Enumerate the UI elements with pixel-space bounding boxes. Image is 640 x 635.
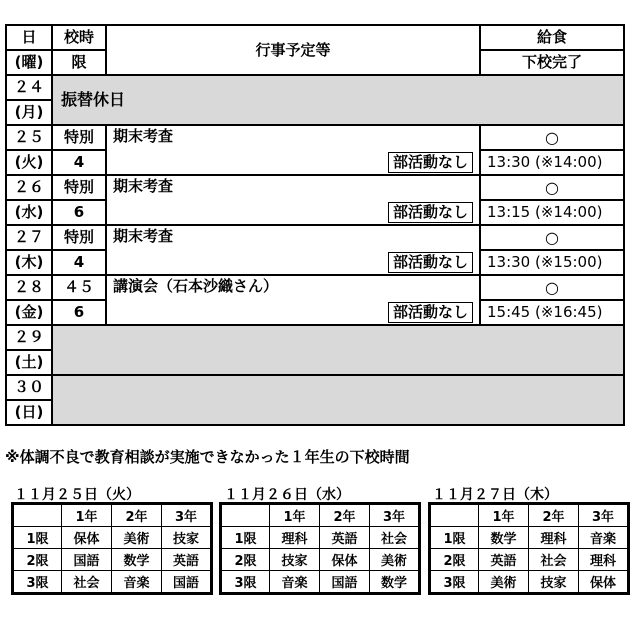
grade-header: 3年	[162, 504, 212, 527]
row-29-top	[6, 325, 624, 350]
timetable-row	[430, 549, 629, 571]
grade-header: 3年	[579, 504, 629, 527]
period-cell: 2限	[13, 549, 62, 571]
row-25-top	[6, 125, 624, 150]
row-30-top	[6, 375, 624, 400]
period-cell: 1限	[221, 527, 270, 549]
periods-count-cell: 4	[52, 150, 106, 175]
subject-cell: 英語	[320, 527, 370, 549]
timetable-header-row	[221, 504, 420, 527]
event-cell	[106, 175, 480, 225]
weekday-cell: (水)	[6, 200, 52, 225]
period-cell: 1限	[13, 527, 62, 549]
periods-count-cell: 6	[52, 300, 106, 325]
date-cell: ２４	[6, 75, 52, 100]
timetable-row	[13, 549, 212, 571]
corner-cell	[430, 504, 479, 527]
header-row-top	[6, 25, 624, 50]
dismissal-cell: 13:30 (※14:00)	[480, 150, 624, 175]
club-badge: 部活動なし	[388, 152, 473, 173]
row-27-top	[6, 225, 624, 250]
subject-cell: 音楽	[270, 571, 320, 594]
subject-cell: 英語	[162, 549, 212, 571]
dismissal-cell: 15:45 (※16:45)	[480, 300, 624, 325]
subject-cell: 保体	[320, 549, 370, 571]
header-dismissal: 下校完了	[480, 50, 624, 75]
event-text: 期末考査	[113, 227, 174, 245]
dismissal-cell: 13:15 (※14:00)	[480, 200, 624, 225]
subject-cell: 技家	[529, 571, 579, 594]
event-cell	[106, 275, 480, 325]
club-badge: 部活動なし	[388, 252, 473, 273]
subject-cell: 社会	[529, 549, 579, 571]
event-text: 期末考査	[113, 127, 174, 145]
subject-cell: 国語	[320, 571, 370, 594]
subject-cell: 技家	[270, 549, 320, 571]
event-text: 講演会（石本沙織さん）	[113, 277, 279, 295]
subject-cell: 美術	[370, 549, 420, 571]
lunch-cell: ○	[480, 225, 624, 250]
subject-cell: 理科	[270, 527, 320, 549]
period-cell: 3限	[13, 571, 62, 594]
timetable-thu	[428, 502, 630, 595]
timetable-row	[221, 549, 420, 571]
subject-cell: 理科	[579, 549, 629, 571]
dismissal-cell: 13:30 (※15:00)	[480, 250, 624, 275]
date-cell: ２８	[6, 275, 52, 300]
periods-type-cell: 特別	[52, 225, 106, 250]
weekday-cell: (金)	[6, 300, 52, 325]
corner-cell	[13, 504, 62, 527]
lunch-cell: ○	[480, 275, 624, 300]
timetable-row	[430, 571, 629, 594]
holiday-cell: 振替休日	[52, 75, 624, 125]
grade-header: 2年	[320, 504, 370, 527]
date-cell: ２７	[6, 225, 52, 250]
event-text: 期末考査	[113, 177, 174, 195]
subject-cell: 英語	[479, 549, 529, 571]
subject-cell: 保体	[62, 527, 112, 549]
subject-cell: 技家	[162, 527, 212, 549]
subject-cell: 数学	[112, 549, 162, 571]
weekday-cell: (土)	[6, 350, 52, 375]
timetable-row	[13, 571, 212, 594]
weekday-cell: (火)	[6, 150, 52, 175]
weekday-cell: (木)	[6, 250, 52, 275]
header-day: 日	[6, 25, 52, 50]
header-weekday: (曜)	[6, 50, 52, 75]
row-24-top	[6, 75, 624, 100]
periods-type-cell: 特別	[52, 125, 106, 150]
periods-count-cell: 4	[52, 250, 106, 275]
date-cell: ２５	[6, 125, 52, 150]
subject-cell: 美術	[112, 527, 162, 549]
period-cell: 1限	[430, 527, 479, 549]
period-cell: 3限	[221, 571, 270, 594]
event-cell	[106, 125, 480, 175]
header-lunch: 給食	[480, 25, 624, 50]
periods-type-cell: ４５	[52, 275, 106, 300]
weekday-cell: (月)	[6, 100, 52, 125]
note-text: ※体調不良で教育相談が実施できなかった１年生の下校時間	[5, 448, 410, 466]
grade-header: 1年	[270, 504, 320, 527]
subject-cell: 社会	[62, 571, 112, 594]
timetable-title: １１月２５日（火）	[14, 487, 140, 503]
weekday-cell: (日)	[6, 400, 52, 425]
date-cell: ２６	[6, 175, 52, 200]
periods-count-cell: 6	[52, 200, 106, 225]
grade-header: 2年	[112, 504, 162, 527]
subject-cell: 国語	[62, 549, 112, 571]
timetable-row	[221, 571, 420, 594]
corner-cell	[221, 504, 270, 527]
timetable-tue	[11, 502, 213, 595]
grade-header: 3年	[370, 504, 420, 527]
timetable-title: １１月２６日（水）	[224, 487, 350, 503]
timetable-title: １１月２７日（木）	[432, 487, 558, 503]
lunch-cell: ○	[480, 175, 624, 200]
subject-cell: 美術	[479, 571, 529, 594]
period-cell: 2限	[430, 549, 479, 571]
header-period: 校時	[52, 25, 106, 50]
grade-header: 1年	[62, 504, 112, 527]
subject-cell: 数学	[370, 571, 420, 594]
timetable-header-row	[13, 504, 212, 527]
row-26-top	[6, 175, 624, 200]
event-cell	[106, 225, 480, 275]
row-28-top	[6, 275, 624, 300]
subject-cell: 社会	[370, 527, 420, 549]
timetable-header-row	[430, 504, 629, 527]
timetable-row	[221, 527, 420, 549]
club-badge: 部活動なし	[388, 202, 473, 223]
club-badge: 部活動なし	[388, 302, 473, 323]
period-cell: 2限	[221, 549, 270, 571]
subject-cell: 国語	[162, 571, 212, 594]
header-limit: 限	[52, 50, 106, 75]
weekend-cell	[52, 325, 624, 375]
timetable-row	[13, 527, 212, 549]
subject-cell: 音楽	[112, 571, 162, 594]
subject-cell: 音楽	[579, 527, 629, 549]
timetable-row	[430, 527, 629, 549]
period-cell: 3限	[430, 571, 479, 594]
subject-cell: 理科	[529, 527, 579, 549]
timetable-wed	[219, 502, 421, 595]
date-cell: ３０	[6, 375, 52, 400]
lunch-cell: ○	[480, 125, 624, 150]
grade-header: 2年	[529, 504, 579, 527]
header-events: 行事予定等	[106, 25, 480, 75]
grade-header: 1年	[479, 504, 529, 527]
subject-cell: 数学	[479, 527, 529, 549]
weekend-cell	[52, 375, 624, 425]
periods-type-cell: 特別	[52, 175, 106, 200]
schedule-table	[5, 24, 625, 426]
subject-cell: 保体	[579, 571, 629, 594]
date-cell: ２９	[6, 325, 52, 350]
